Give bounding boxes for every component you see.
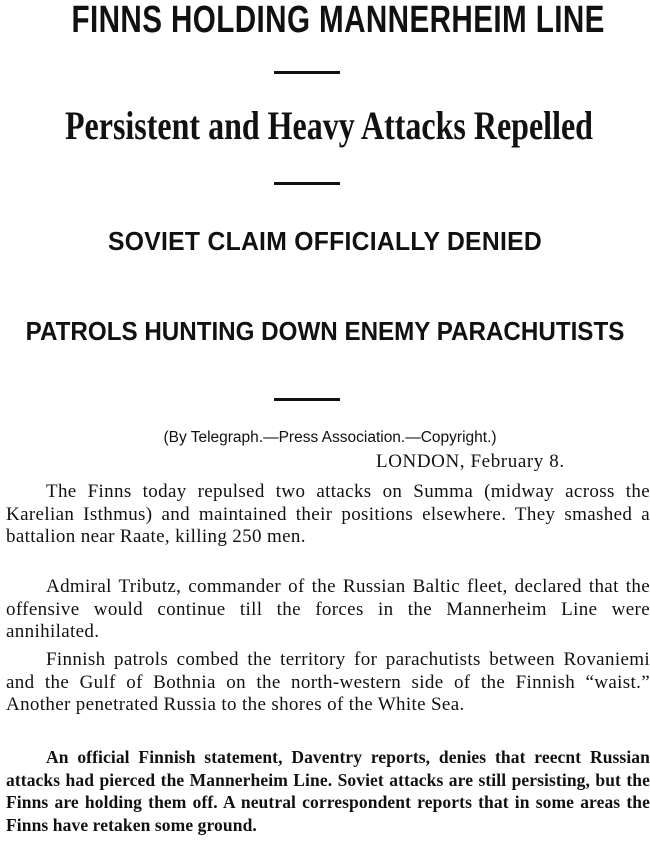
- headline-divider: [274, 182, 340, 185]
- soviet-claim-headline: SOVIET CLAIM OFFICIALLY DENIED: [107, 226, 542, 256]
- paragraph-bold: An official Finnish statement, Daventry reports, denies that reecnt Russian attacks had pierced the Mannerheim Line. Soviet attacks are still persisting, but the Finns are holding them off. A neutral correspondent reports that in some areas the Finns have retaken some ground.: [6, 747, 650, 836]
- paragraph: Finnish patrols combed the territory for parachutists between Rovaniemi and the Gulf of Bothnia on the north-western side of the Finnish “waist.” Another penetrated Russia to the shores of the White Sea.: [6, 649, 650, 716]
- dateline: LONDON, February 8.: [376, 451, 565, 472]
- paragraph: The Finns today repulsed two attacks on Summa (midway across the Karelian Isthmus) and maintained their positions elsewhere. They smashed a battalion near Raate, killing 250 men.: [6, 481, 650, 548]
- main-headline: FINNS HOLDING MANNERHEIM LINE: [71, 0, 605, 41]
- headline-divider: [274, 71, 340, 74]
- patrols-headline: PATROLS HUNTING DOWN ENEMY PARACHUTISTS: [25, 316, 625, 346]
- paragraph: Admiral Tributz, commander of the Russian Baltic fleet, declared that the offensive would continue till the forces in the Mannerheim Line were annihilated.: [6, 576, 650, 643]
- sub-headline: Persistent and Heavy Attacks Repelled: [65, 103, 593, 148]
- headline-divider: [274, 398, 340, 401]
- byline: (By Telegraph.—Press Association.—Copyright.): [163, 429, 497, 446]
